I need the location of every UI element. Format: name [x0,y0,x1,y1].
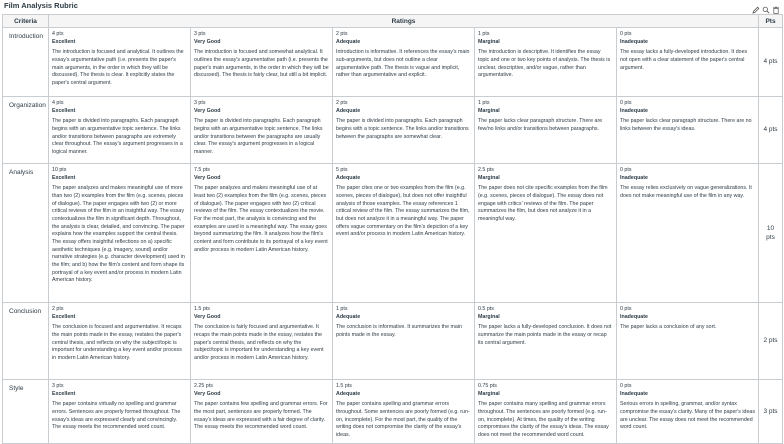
rating-name: Excellent [52,390,76,397]
rating-cell[interactable] [475,164,617,303]
rating-points: 0 pts [620,383,632,389]
criterion-row [3,97,783,164]
rating-cell[interactable] [617,97,759,164]
rating-points: 2.25 pts [194,383,213,389]
rating-cell[interactable] [333,97,475,164]
rating-points: 0 pts [620,306,632,312]
rating-description: The paper analyzes and makes meaningful use of more than two (2) examples from the film (e.g. scenes, pieces of dialogue). The paper engages with two (2) or more critical reviews of the film in an insightful way. The essay contextualizes the film in significant depth. Throughout, the analysis is clear, detailed, and convincing. The paper explains how the examples support the central thesis. The essay offers insightful reflections on a) specific aesthetic techniques (e.g. imagery, sound) and/or narrative strategies (e.g. character development) used in the film; and b) how the film's content and form shape its portrayal of a key event and/or process in modern Latin American history. [52,185,185,284]
rating-points: 0 pts [620,31,632,37]
rating-points: 4 pts [52,31,64,37]
rating-points: 1.5 pts [336,383,352,389]
rating-name: Marginal [478,107,500,114]
rating-name: Inadequate [620,107,648,114]
criterion-points: 3 pts [759,380,783,444]
rating-description: The paper contains few spelling and grammar errors. For the most part, sentences are properly formed. The essay's ideas are expressed with a fair degree of clarity. The essay meets the recommended word count. [194,401,328,431]
rating-cell[interactable] [191,303,333,380]
rating-name: Very Good [194,38,221,45]
search-icon[interactable] [762,1,770,9]
rating-description: The paper is divided into paragraphs. Each paragraph begins with an argumentative topic sentence. The links and/or transitions between paragraphs are extremely clear throughout. The essay's argument progresses in a logical manner. [52,118,183,156]
rating-name: Very Good [194,174,221,181]
rating-description: The paper contains spelling and grammar errors throughout. Some sentences are poorly formed (e.g. run-on, incomplete). For the most part, the quality of the writing does not compromise the clarity of the essay's ideas. [336,401,470,439]
rating-name: Adequate [336,390,361,397]
rating-cell[interactable] [49,380,191,444]
criterion-name: Introduction [3,28,49,97]
rating-description: The paper does not cite specific examples from the film (e.g. scenes, pieces of dialogue). The essay does not engage with critics' reviews of the film. The paper summarizes the film, but does not analyze it in a meaningful way. [478,185,608,223]
criterion-name: Organization [3,97,49,164]
rating-cell[interactable] [475,28,617,97]
ratings-header: Ratings [49,15,759,28]
rating-cell[interactable] [475,303,617,380]
criteria-header: Criteria [3,15,49,28]
rating-description: The conclusion is focused and argumentative. It recaps the main points made in the essay, restates the paper's central thesis, and reflects on why the subject/topic is important for understanding a key event and/or process in modern Latin American history. [52,324,182,362]
rating-cell[interactable] [333,303,475,380]
rubric-tools [752,1,780,9]
rating-name: Inadequate [620,313,648,320]
rating-name: Marginal [478,38,500,45]
rating-cell[interactable] [191,380,333,444]
criterion-points: 4 pts [759,28,783,97]
criterion-row [3,28,783,97]
rating-description: The essay relies exclusively on vague generalizations. It does not make meaningful use of the film in any way. [620,185,752,200]
rating-points: 1.5 pts [194,306,210,312]
rating-points: 0 pts [620,100,632,106]
rating-cell[interactable] [475,97,617,164]
rating-name: Adequate [336,107,361,114]
rating-points: 10 pts [52,167,67,173]
rating-cell[interactable] [475,380,617,444]
rating-description: The paper is divided into paragraphs. Each paragraph begins with a topic sentence. The links and/or transitions between the paragraphs are somewhat clear. [336,118,469,140]
rating-description: The conclusion is fairly focused and argumentative. It recaps the main points made in the essay, restates the paper's central thesis, and reflects on why the subject/topic is important for understanding a key event and/or process in modern Latin American history. [194,324,324,362]
rating-description: The introduction is descriptive. It identifies the essay topic and one or two key points of analysis. The thesis is unclear, descriptive, and/or vague, rather than argumentative. [478,49,611,79]
rating-points: 1 pts [478,31,490,37]
rating-points: 2 pts [336,31,348,37]
rating-cell[interactable] [191,164,333,303]
rating-cell[interactable] [333,28,475,97]
criterion-points: 4 pts [759,97,783,164]
rating-description: The conclusion is informative. It summarizes the main points made in the essay. [336,324,462,339]
rating-cell[interactable] [617,380,759,444]
rating-description: The essay lacks a fully-developed introduction. It does not open with a clear statement of the paper's central argument. [620,49,748,71]
rating-description: The paper lacks a conclusion of any sort. [620,324,717,331]
rating-points: 2.5 pts [478,167,494,173]
rating-points: 3 pts [194,100,206,106]
rating-name: Marginal [478,390,500,397]
rating-description: Serious errors in spelling, grammar, and/or syntax compromise the essay's clarity. Many of the paper's ideas are unclear. The essay does not meet the recommended word count. [620,401,755,431]
rating-description: The paper contains many spelling and grammar errors throughout. The sentences are poorly formed (e.g. run-on, incomplete). At times, the quality of the writing compromises the clarity of the essay's ideas. The essay does not meet the recommended word count. [478,401,609,439]
rubric-title: Film Analysis Rubric [4,1,78,10]
rating-points: 1 pts [336,306,348,312]
rating-cell[interactable] [49,164,191,303]
rating-cell[interactable] [191,97,333,164]
rubric-body [3,28,783,444]
delete-icon[interactable] [772,1,780,9]
criterion-name: Analysis [3,164,49,303]
rating-cell[interactable] [333,164,475,303]
rating-points: 0 pts [620,167,632,173]
rating-name: Adequate [336,313,361,320]
rating-name: Inadequate [620,38,648,45]
rating-points: 5 pts [336,167,348,173]
rating-description: The paper lacks a fully-developed conclusion. It does not summarize the main points made in the essay or recap its central argument. [478,324,612,346]
edit-icon[interactable] [752,1,760,9]
criterion-name: Conclusion [3,303,49,380]
rating-points: 7.5 pts [194,167,210,173]
rating-name: Inadequate [620,390,648,397]
rating-cell[interactable] [49,97,191,164]
rating-name: Marginal [478,174,500,181]
rating-description: The paper lacks clear paragraph structure. There are few/no links and/or transitions between paragraphs. [478,118,603,133]
rating-description: The paper analyzes and makes meaningful use of at least two (2) examples from the film (e.g. scenes, pieces of dialogue). The paper engages with two (2) critical reviews of the film. The essay contextualizes the movie. For the most part, the analysis is convincing and the examples are used in a meaningful way. The essay goes beyond summarizing the film. It analyzes how the film's content and form contribute to its portrayal of a key event and/or process in modern Latin American history. [194,185,328,253]
rating-points: 0.75 pts [478,383,497,389]
rating-points: 2 pts [336,100,348,106]
rating-name: Marginal [478,313,500,320]
criterion-points: 2 pts [759,303,783,380]
rating-points: 4 pts [52,100,64,106]
rating-cell[interactable] [49,303,191,380]
rating-cell[interactable] [333,380,475,444]
rating-cell[interactable] [617,164,759,303]
rating-name: Excellent [52,38,76,45]
rating-points: 3 pts [194,31,206,37]
criterion-points: 10 pts [759,164,783,303]
rating-description: The paper is divided into paragraphs. Each paragraph begins with an argumentative topic sentence. The links and/or transitions between the paragraphs are usually clear. The essay's argument progresses in a logical manner. [194,118,323,156]
rating-cell[interactable] [617,303,759,380]
rating-description: Introduction is informative. It references the essay's main sub-arguments, but does not outline a clear argumentative path. The thesis is vague and implicit, rather than argumentative and explicit. [336,49,470,79]
rubric-table [2,14,783,444]
rating-name: Excellent [52,107,76,114]
rating-description: The introduction is focused and analytical. It outlines the essay's argumentative path (i.e. presents the paper's main arguments, in the order in which they will be discussed). The thesis is clear. It explicitly states the paper's central argument. [52,49,184,87]
criterion-row [3,164,783,303]
rating-points: 3 pts [52,383,64,389]
rating-name: Very Good [194,107,221,114]
criterion-name: Style [3,380,49,444]
rating-description: The paper cites one or two examples from the film (e.g. scenes, pieces of dialogue), but does not offer insightful analysis of those examples. The essay references 1 critical review of the film. The essay summarizes the film, but does not analyze it in a meaningful way. The paper offers vague commentary on the film's depiction of a key event and/or process in modern Latin American history. [336,185,470,238]
rating-name: Adequate [336,38,361,45]
rating-cell[interactable] [49,28,191,97]
rating-points: 2 pts [52,306,64,312]
rating-points: 1 pts [478,100,490,106]
rating-name: Excellent [52,313,76,320]
rating-name: Adequate [336,174,361,181]
rating-description: The introduction is focused and somewhat analytical. It outlines the essay's argumentative path (i.e. presents the paper's main arguments, in the order in which they will be discussed). The thesis is fairly clear, but still a bit implicit. [194,49,329,79]
rating-points: 0.5 pts [478,306,494,312]
rating-name: Excellent [52,174,76,181]
rubric-header-row [3,15,783,28]
rating-cell[interactable] [617,28,759,97]
rating-name: Very Good [194,390,221,397]
rating-description: The paper lacks clear paragraph structure. There are no links between the essay's ideas. [620,118,752,133]
rating-description: The paper contains virtually no spelling and grammar errors. Sentences are properly formed throughout. The essay's ideas are expressed clearly and convincingly. The essay meets the recommended word count. [52,401,181,431]
rating-cell[interactable] [191,28,333,97]
points-header: Pts [759,15,783,28]
rubric-header [0,0,784,14]
criterion-row [3,303,783,380]
rating-name: Very Good [194,313,221,320]
criterion-row [3,380,783,444]
rating-name: Inadequate [620,174,648,181]
